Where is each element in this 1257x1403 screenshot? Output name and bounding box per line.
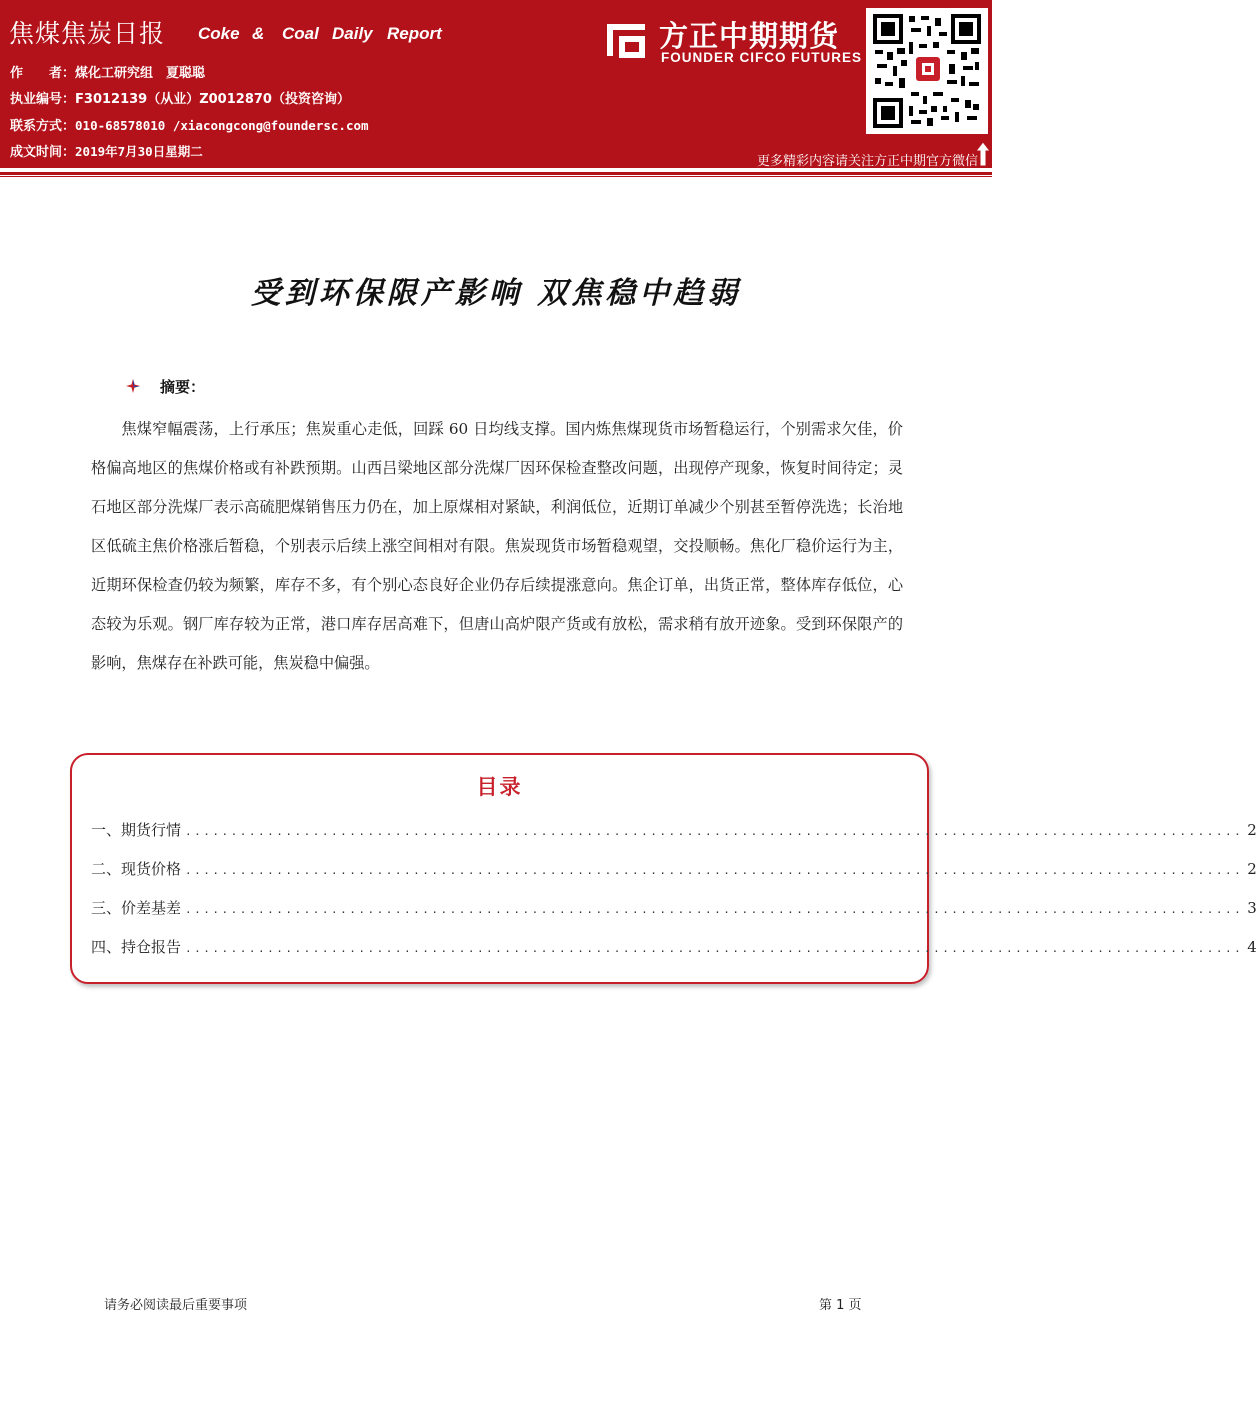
header-divider-thin xyxy=(0,176,992,177)
toc-item-page: 2 xyxy=(1247,860,1257,878)
header-divider xyxy=(0,172,992,175)
contact-line xyxy=(10,115,369,134)
toc-item[interactable] xyxy=(91,936,1257,958)
author-value: 煤化工研究组 夏聪聪 xyxy=(75,66,206,81)
date-label: 成文时间： xyxy=(10,145,76,160)
report-series-title: 焦煤焦炭日报 xyxy=(9,19,166,48)
table-of-contents xyxy=(70,753,1257,984)
toc-item-label: 二、现货价格 xyxy=(91,860,182,878)
company-logo xyxy=(603,14,862,68)
footer-notice: 请务必阅读最后重要事项 xyxy=(104,1298,248,1313)
toc-item[interactable] xyxy=(91,858,1257,880)
contact-label: 联系方式： xyxy=(10,119,76,134)
toc-item-label: 四、持仓报告 xyxy=(91,938,182,956)
license-label: 执业编号： xyxy=(10,92,76,107)
toc-leader-dots: .................................................................................................................... xyxy=(185,942,1244,955)
wechat-qr-code[interactable] xyxy=(866,8,988,134)
abstract-text: 焦煤窄幅震荡，上行承压；焦炭重心走低，回踩 60 日均线支撑。国内炼焦煤现货市场暂稳运行，个别需求欠佳，价格偏高地区的焦煤价格或有补跌预期。山西吕梁地区部分洗煤厂因环保检查整改问题，出现停产现象，恢复时间待定；灵石地区部分洗煤厂表示高硫肥煤销售压力仍在，加上原煤相对紧缺，利润低位，近期订单减少个别甚至暂停洗选；长治地区低硫主焦价格涨后暂稳，个别表示后续上涨空间相对有限。焦炭现货市场暂稳观望，交投顺畅。焦化厂稳价运行为主，近期环保检查仍较为频繁，库存不多，有个别心态良好企业仍存后续提涨意向。焦企订单，出货正常，整体库存低位，心态较为乐观。钢厂库存较为正常，港口库存居高难下，但唐山高炉限产货或有放松，需求稍有放开迹象。受到环保限产的影响，焦煤存在补跌可能，焦炭稳中偏强。 xyxy=(91,420,903,672)
report-title: 受到环保限产影响 双焦稳中趋弱 xyxy=(250,276,742,311)
en-title-word: Coal xyxy=(282,24,319,43)
toc-leader-dots: .................................................................................................................... xyxy=(185,825,1244,838)
footer-page-number: 第 1 页 xyxy=(819,1298,862,1313)
en-title-word: Coke xyxy=(198,24,240,43)
founder-logo-icon xyxy=(603,18,649,62)
toc-item-label: 三、价差基差 xyxy=(91,899,182,917)
toc-item[interactable] xyxy=(91,897,1257,919)
author-line xyxy=(10,62,205,81)
date-line xyxy=(10,141,203,160)
toc-item-page: 4 xyxy=(1247,938,1257,956)
arrow-up-icon xyxy=(974,140,992,168)
date-value: 2019年7月30日星期二 xyxy=(75,144,203,159)
en-title-word: Report xyxy=(387,24,442,43)
follow-wechat-text: 更多精彩内容请关注方正中期官方微信 xyxy=(756,154,978,169)
license-line xyxy=(10,88,350,107)
license-value: F3012139（从业）Z0012870（投资咨询） xyxy=(75,92,350,107)
qr-code-icon xyxy=(871,12,983,130)
toc-title: 目录 xyxy=(476,775,523,799)
toc-leader-dots: .................................................................................................................... xyxy=(185,903,1244,916)
en-title-word: & xyxy=(252,24,265,43)
logo-english-name: FOUNDER CIFCO FUTURES xyxy=(661,50,862,65)
toc-item-page: 2 xyxy=(1247,821,1257,839)
toc-item-page: 3 xyxy=(1247,899,1257,917)
bullet-cross-icon xyxy=(126,379,140,393)
author-label: 作 者： xyxy=(10,66,76,81)
logo-chinese-name: 方正中期期货 xyxy=(659,19,840,53)
toc-item[interactable] xyxy=(91,819,1257,841)
en-title-word: Daily xyxy=(332,24,373,43)
contact-value: 010-68578010 /xiacongcong@foundersc.com xyxy=(75,118,369,133)
toc-item-label: 一、期货行情 xyxy=(91,821,182,839)
header-banner xyxy=(0,0,992,168)
toc-leader-dots: .................................................................................................................... xyxy=(185,864,1244,877)
abstract-label: 摘要： xyxy=(160,378,206,396)
